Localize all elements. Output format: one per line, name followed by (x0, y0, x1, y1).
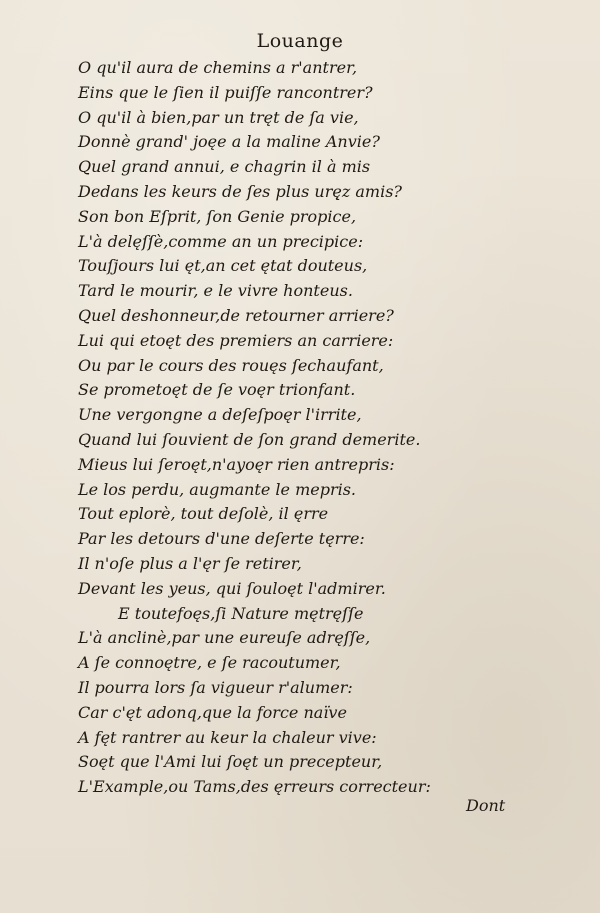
verse-line: Son bon Eſprit, ſon Genie propice, (78, 206, 357, 226)
verse-line: Car c'ęt adonq,que la force naïve (78, 702, 347, 722)
verse-line: Soęt que l'Ami lui ſoęt un precepteur, (78, 752, 383, 772)
verse-line: Quel grand annui, e chagrin il à mis (78, 157, 371, 177)
verse-line: Quel deshonneur,de retourner arriere? (78, 305, 394, 325)
verse-line: A ſe connoętre, e ſe racoutumer, (78, 653, 341, 673)
verse-line: Le los perdu, augmante le mepris. (78, 479, 357, 499)
verse-line: O qu'il aura de chemins a r'antrer, (78, 58, 358, 77)
verse-line: Mieus lui ſeroęt,n'ayoęr rien antrepris: (78, 454, 395, 474)
verse-line: Eins que le ſien il puiſſe rancontrer? (78, 82, 373, 102)
verse-line: Il pourra lors ſa vigueur r'alumer: (78, 677, 353, 697)
verse-line: L'à delęſſè,comme an un precipice: (78, 231, 364, 251)
verse-line: Ou par le cours des rouęs ſechaufant, (78, 355, 384, 375)
verse-line: Dedans les keurs de ſes plus urę̨z amis? (78, 181, 402, 201)
verse-line: Donnè grand' joęe a la maline Anvie? (78, 132, 380, 152)
verse-line: Quand lui ſouvient de ſon grand demerite. (78, 429, 421, 449)
verse-line: Par les detours d'une deſerte tęrre: (78, 529, 365, 549)
verse-line: Il n'oſe plus a l'ęr ſe retirer, (78, 553, 302, 573)
verse-line: Une vergongne a deſeſpoęr l'irrite, (78, 405, 362, 425)
verse-line: Tout eplorè, tout deſolè, il ęrre (78, 504, 329, 524)
verse-line: L'à anclinè,par une eureuſe adręſſe, (78, 628, 371, 648)
verse-block (78, 56, 548, 800)
verse-line: E toutefoęs,ſi Nature mętręſſe (118, 603, 364, 623)
catchword: Dont (466, 796, 506, 815)
verse-line: Se prometoęt de ſe voęr trionfant. (78, 380, 356, 400)
verse-line: Lui qui etoęt des premiers an carriere: (78, 330, 394, 350)
verse-line: Devant les yeus, qui ſouloęt l'admirer. (78, 578, 386, 598)
running-head: Louange (256, 30, 344, 52)
verse-line: L'Example,ou Tams,des ęrreurs correcteur: (78, 777, 431, 797)
verse-line: O qu'il à bien,par un tręt de ſa vie, (78, 107, 359, 127)
verse-line: A fęt rantrer au keur la chaleur vive: (78, 727, 377, 747)
verse-line: Tard le mourir, e le vivre honteus. (78, 281, 353, 301)
verse-line: Touſjours lui ęt,an cet ętat douteus, (78, 256, 368, 276)
